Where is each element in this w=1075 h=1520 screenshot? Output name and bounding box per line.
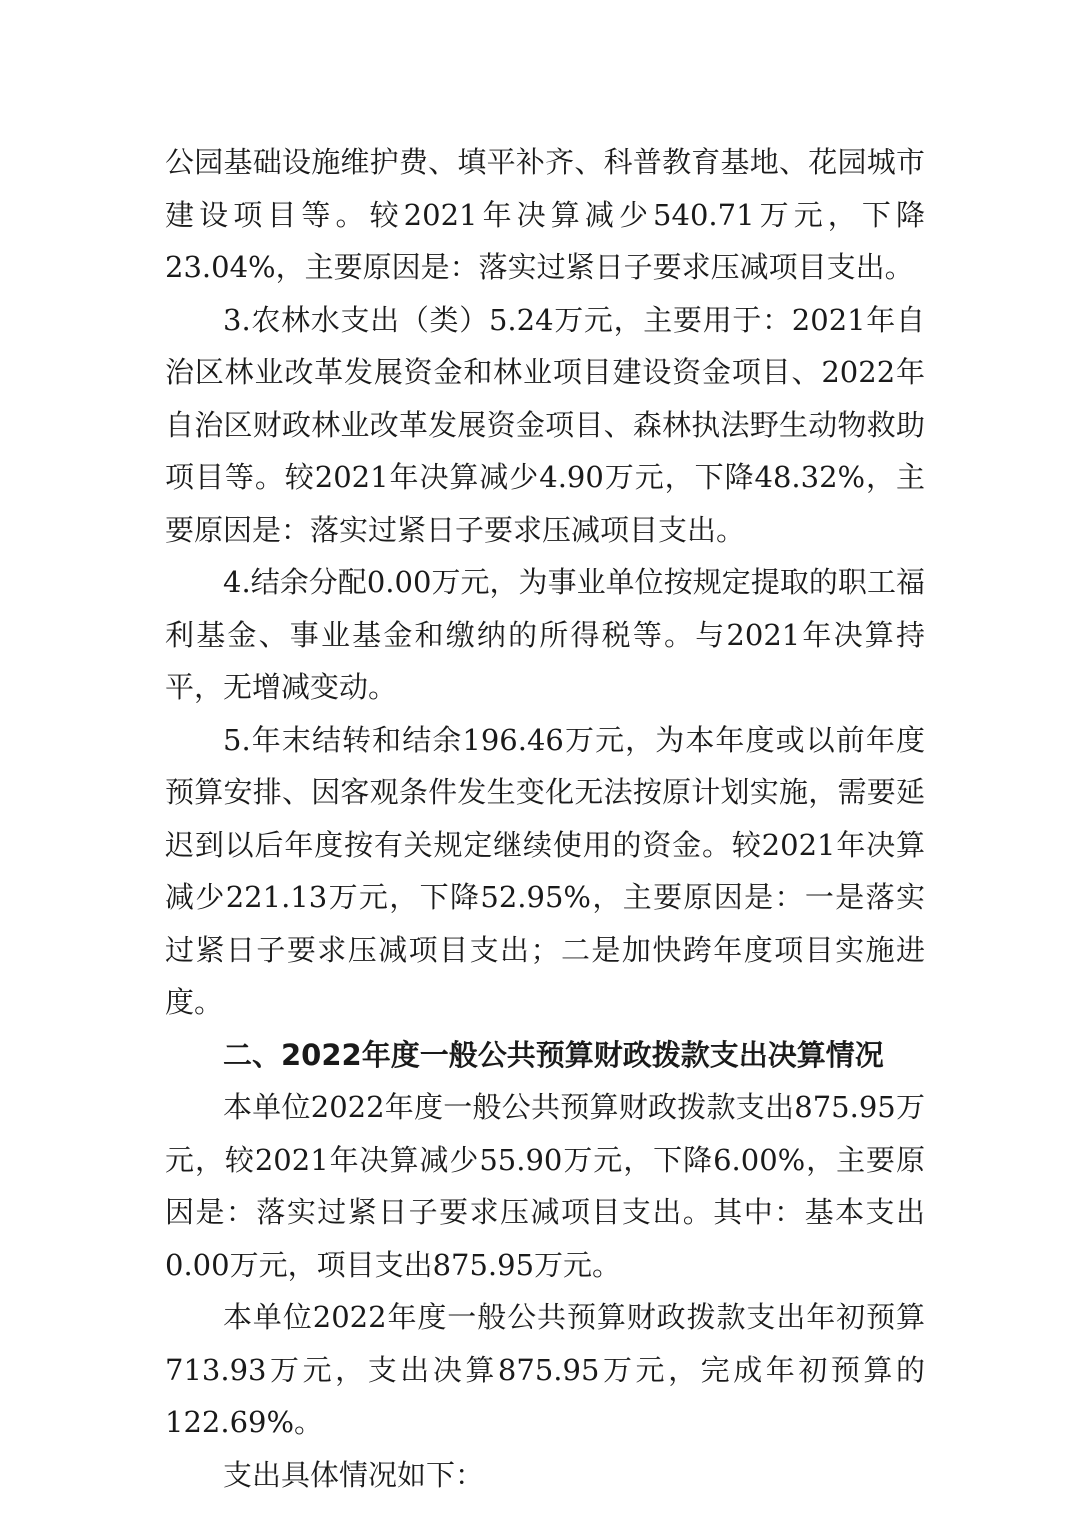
section-heading-general-budget: 二、2022年度一般公共预算财政拨款支出决算情况 xyxy=(223,1037,884,1072)
paragraph-expenditure-details-intro: 支出具体情况如下： xyxy=(223,1457,485,1492)
paragraph-surplus-distribution: 4.结余分配0.00万元，为事业单位按规定提取的职工福利基金、事业基金和缴纳的所得税等。与2021年决算持平，无增减变动。 xyxy=(165,565,925,704)
paragraph-general-budget-expenditure: 本单位2022年度一般公共预算财政拨款支出875.95万元，较2021年决算减少55.90万元，下降6.00%，主要原因是：落实过紧日子要求压减项目支出。其中：基本支出0.00万元，项目支出875.95万元。 xyxy=(165,1090,925,1282)
paragraph-year-end-carryover: 5.年末结转和结余196.46万元，为本年度或以前年度预算安排、因客观条件发生变化无法按原计划实施，需要延迟到以后年度按有关规定继续使用的资金。较2021年决算减少221.13万元，下降52.95%，主要原因是：一是落实过紧日子要求压减项目支出；二是加快跨年度项目实施进度。 xyxy=(165,722,925,1019)
document-body xyxy=(165,136,925,1501)
paragraph-agriculture-forestry-water: 3.农林水支出（类）5.24万元，主要用于：2021年自治区林业改革发展资金和林业项目建设资金项目、2022年自治区财政林业改革发展资金项目、森林执法野生动物救助项目等。较2021年决算减少4.90万元，下降48.32%，主要原因是：落实过紧日子要求压减项目支出。 xyxy=(165,302,925,547)
paragraph-park-infrastructure-continued: 公园基础设施维护费、填平补齐、科普教育基地、花园城市建设项目等。较2021年决算减少540.71万元，下降23.04%，主要原因是：落实过紧日子要求压减项目支出。 xyxy=(165,145,925,284)
paragraph-initial-budget-completion: 本单位2022年度一般公共预算财政拨款支出年初预算713.93万元，支出决算875.95万元，完成年初预算的122.69%。 xyxy=(165,1300,925,1439)
